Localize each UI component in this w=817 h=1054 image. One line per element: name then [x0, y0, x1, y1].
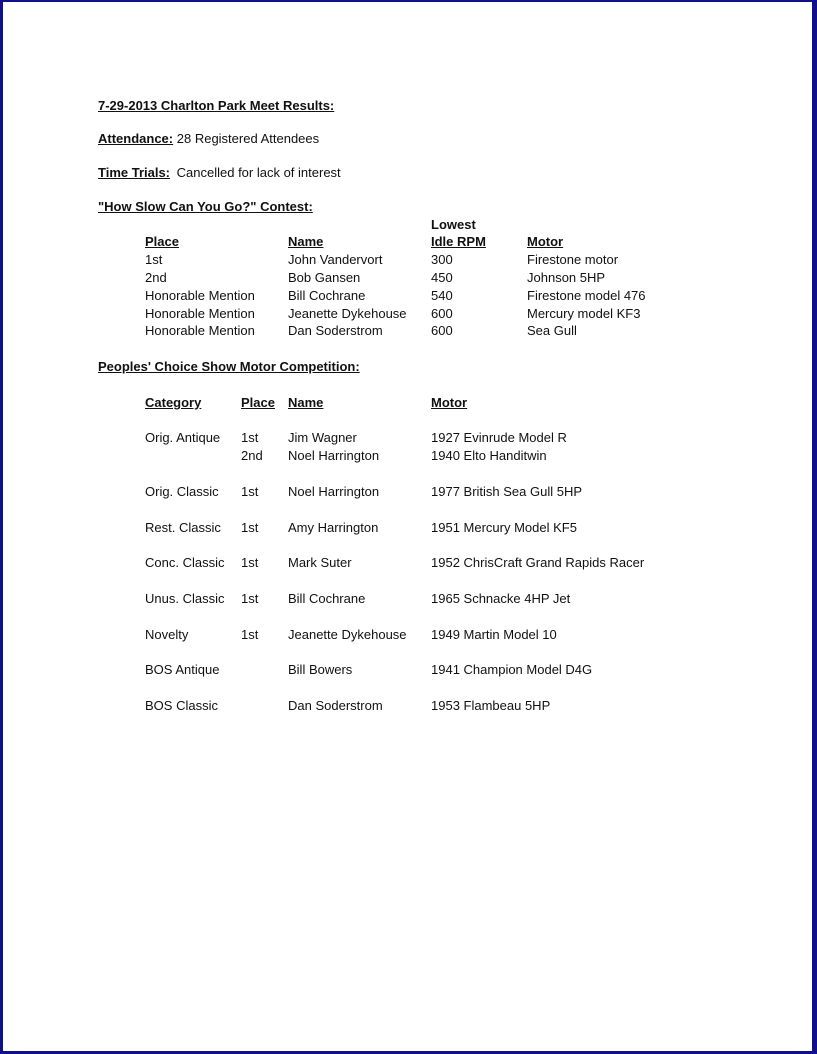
slow-header-name: Name — [288, 234, 324, 249]
show-row-category: Rest. Classic — [145, 520, 221, 535]
slow-row-name: John Vandervort — [288, 252, 383, 267]
slow-row-motor: Firestone model 476 — [527, 288, 646, 303]
page-title: 7-29-2013 Charlton Park Meet Results: — [98, 98, 335, 113]
show-row-motor: 1951 Mercury Model KF5 — [431, 520, 577, 535]
show-row-place: 1st — [241, 555, 259, 570]
slow-header-motor: Motor — [527, 234, 564, 249]
show-row-motor: 1953 Flambeau 5HP — [431, 698, 551, 713]
show-row-name: Dan Soderstrom — [288, 698, 383, 713]
slow-row-motor: Mercury model KF3 — [527, 306, 641, 321]
slow-row-place: Honorable Mention — [145, 306, 255, 321]
show-row-category: BOS Classic — [145, 698, 218, 713]
slow-row-motor: Firestone motor — [527, 252, 619, 267]
slow-row-name: Bill Cochrane — [288, 288, 366, 303]
slow-row-place: Honorable Mention — [145, 323, 255, 338]
show-row-category: Unus. Classic — [145, 591, 225, 606]
slow-row-motor: Sea Gull — [527, 323, 577, 338]
show-competition-title: Peoples' Choice Show Motor Competition: — [98, 359, 360, 374]
show-header-name: Name — [288, 395, 324, 410]
slow-row-name: Jeanette Dykehouse — [288, 306, 407, 321]
attendance-value: 28 Registered Attendees — [176, 131, 320, 146]
slow-header-place: Place — [145, 234, 179, 249]
show-row-motor: 1965 Schnacke 4HP Jet — [431, 591, 571, 606]
show-row-place: 1st — [241, 520, 259, 535]
slow-row-place: 1st — [145, 252, 163, 267]
show-row-motor: 1940 Elto Handitwin — [431, 448, 547, 463]
show-row-category: Orig. Antique — [145, 430, 221, 445]
time-trials-label: Time Trials: — [98, 165, 171, 180]
show-row-name: Bill Cochrane — [288, 591, 366, 606]
slow-row-name: Dan Soderstrom — [288, 323, 383, 338]
show-row-name: Bill Bowers — [288, 662, 353, 677]
show-row-motor: 1927 Evinrude Model R — [431, 430, 567, 445]
slow-header-rpm-top: Lowest — [431, 217, 476, 232]
show-row-name: Jim Wagner — [288, 430, 357, 445]
show-row-motor: 1941 Champion Model D4G — [431, 662, 593, 677]
attendance-label: Attendance: — [98, 131, 174, 146]
slow-contest-title: "How Slow Can You Go?" Contest: — [98, 199, 313, 214]
time-trials-value: Cancelled for lack of interest — [176, 165, 341, 180]
show-row-place: 2nd — [241, 448, 263, 463]
slow-row-rpm: 450 — [431, 270, 453, 285]
show-row-place: 1st — [241, 591, 259, 606]
slow-row-rpm: 600 — [431, 323, 453, 338]
show-row-category: Novelty — [145, 627, 189, 642]
show-row-name: Noel Harrington — [288, 484, 380, 499]
show-row-name: Jeanette Dykehouse — [288, 627, 407, 642]
show-row-motor: 1952 ChrisCraft Grand Rapids Racer — [431, 555, 645, 570]
show-row-place: 1st — [241, 484, 259, 499]
show-row-place: 1st — [241, 627, 259, 642]
attendance-line — [98, 131, 319, 147]
show-row-motor: 1977 British Sea Gull 5HP — [431, 484, 583, 499]
show-header-category: Category — [145, 395, 202, 410]
show-row-category: BOS Antique — [145, 662, 220, 677]
slow-row-rpm: 540 — [431, 288, 453, 303]
time-trials-line — [98, 165, 341, 181]
slow-row-motor: Johnson 5HP — [527, 270, 606, 285]
show-header-motor: Motor — [431, 395, 468, 410]
slow-header-rpm: Idle RPM — [431, 234, 486, 249]
show-header-place: Place — [241, 395, 275, 410]
slow-row-name: Bob Gansen — [288, 270, 361, 285]
show-row-place: 1st — [241, 430, 259, 445]
slow-row-place: Honorable Mention — [145, 288, 255, 303]
slow-row-rpm: 600 — [431, 306, 453, 321]
show-row-name: Noel Harrington — [288, 448, 380, 463]
show-row-category: Orig. Classic — [145, 484, 219, 499]
slow-row-rpm: 300 — [431, 252, 453, 267]
show-row-motor: 1949 Martin Model 10 — [431, 627, 557, 642]
show-row-name: Amy Harrington — [288, 520, 379, 535]
show-row-name: Mark Suter — [288, 555, 352, 570]
show-row-category: Conc. Classic — [145, 555, 225, 570]
slow-row-place: 2nd — [145, 270, 167, 285]
